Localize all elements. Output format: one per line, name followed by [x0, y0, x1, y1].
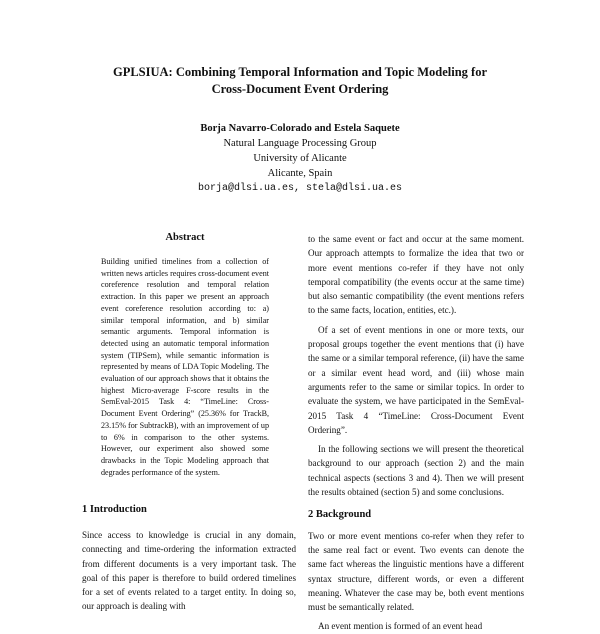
right-column: [308, 232, 524, 634]
abstract-text: Building unified timelines from a collection of written news articles requires cross-document event coreference resolution and temporal relation extraction. In this paper we present an approach event coreference resolution according to: a) similar temporal information, and b) similar semantic arguments. Temporal information is detected using an automatic temporal information system (TIPSem), while semantic information is represented by means of LDA Topic Modeling. The evaluation of our approach shows that it obtains the highest Micro-average F-score results in the SemEval-2015 Task 4: “TimeLine: Cross-Document Event Ordering” (25.36% for TrackB, 23.15% for SubtrackB), with an improvement of up to 6% in comparison to the other systems. However, our experiment also showed some drawbacks in the Topic Modeling approach that degrades performance of the system.: [101, 257, 269, 477]
right-paragraph-3: In the following sections we will present the theoretical background to our approach (section 2) and the main technical aspects (sections 3 and 4). Then we will present the results obtained (section 5) and some conclusions.: [308, 444, 524, 498]
background-paragraph-2: An event mention is formed of an event head: [318, 621, 483, 632]
title-line-1: GPLSIUA: Combining Temporal Information and Topic Modeling for: [112, 65, 488, 79]
right-paragraph-1: to the same event or fact and occur at the same moment. Our approach attempts to formalize the idea that two or more event mentions co-refer if they have not only temporal compatibility (the events occur at the same time) but also semantic compatibility (the event mentions refers to the same facts, location, entities, etc.).: [308, 234, 524, 316]
background-paragraph-1: Two or more event mentions co-refer when they refer to the same real fact or event. Two events can denote the same fact whereas the linguistic mentions have a different syntax structure, different words, or even a different meaning. Whatever the case may be, both event mentions must be semantically related.: [308, 530, 524, 613]
background-heading: 2 Background: [308, 509, 372, 521]
introduction-text: [82, 528, 296, 614]
paper-title: [40, 64, 560, 98]
affiliation-university: University of Alicante: [253, 153, 347, 164]
introduction-paragraph: Since access to knowledge is crucial in any domain, connecting and time-ordering the information extracted from different documents is a very important task. The goal of this paper is therefore to build ordered timelines for a set of events related to a target entity. In doing so, our approach is dealing with: [82, 530, 296, 612]
abstract-heading: Abstract: [165, 232, 205, 243]
author-names: Borja Navarro-Colorado and Estela Saquete: [200, 123, 400, 134]
right-paragraph-2: Of a set of event mentions in one or more texts, our proposal groups together the event mentions that (i) have the same or a similar temporal reference, (ii) have the same or a similar event head word, and (iii) whose main arguments refer to the same or similar topics. In order to evaluate the system, we have participated in the SemEval-2015 Task 4 “TimeLine: Cross-Document Event Ordering”.: [308, 324, 524, 435]
author-emails: borja@dlsi.ua.es, stela@dlsi.ua.es: [197, 183, 403, 194]
introduction-heading: 1 Introduction: [82, 504, 147, 515]
author-block: [100, 121, 500, 196]
title-line-2: Cross-Document Event Ordering: [211, 82, 389, 96]
affiliation-group: Natural Language Processing Group: [223, 138, 377, 149]
affiliation-location: Alicante, Spain: [267, 168, 333, 179]
